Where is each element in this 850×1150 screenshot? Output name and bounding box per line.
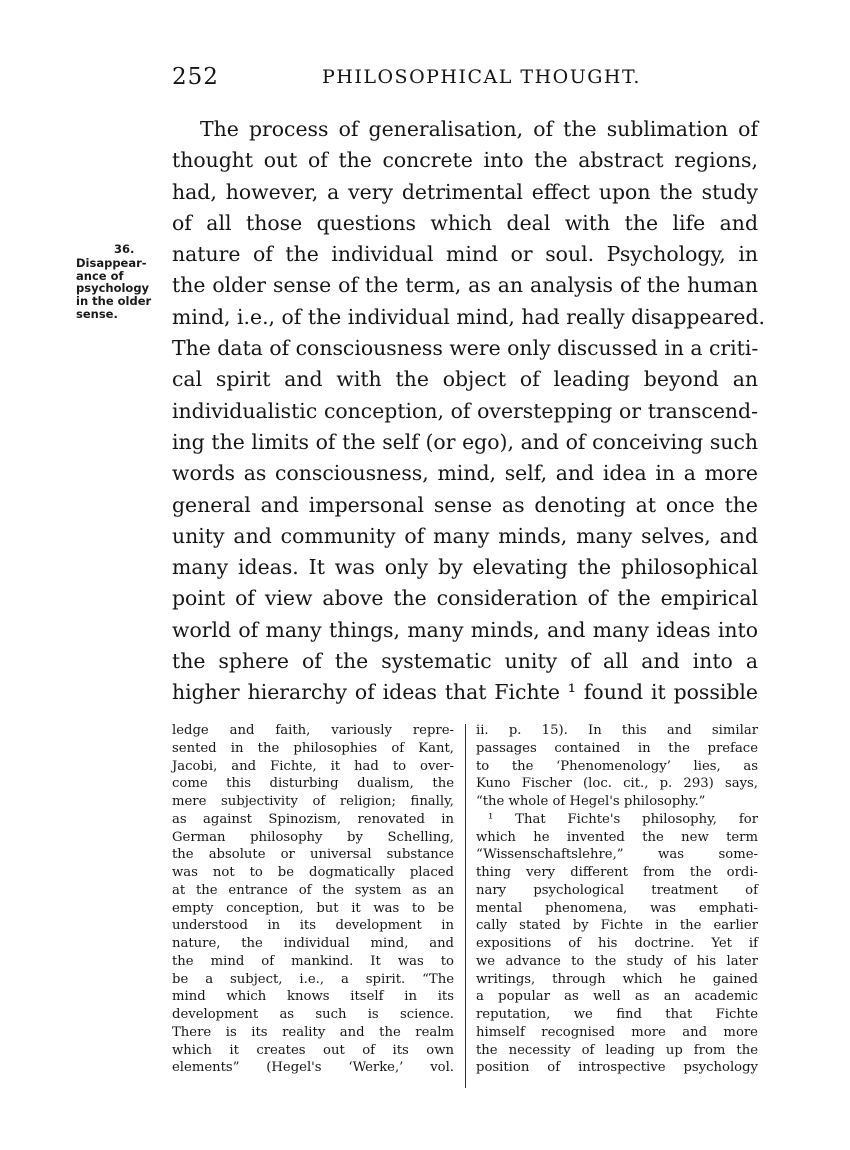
footnote-line: as against Spinozism, renovated in: [172, 811, 454, 827]
footnote-line: we advance to the study of his later: [476, 953, 758, 969]
footnote-line: Jacobi, and Fichte, it had to over-: [172, 758, 454, 774]
footnote-line: “the whole of Hegel's philosophy.”: [476, 794, 706, 809]
body-line: of all those questions which deal with the life and: [172, 210, 758, 235]
footnote-line: cally stated by Fichte in the earlier: [476, 918, 758, 934]
footnote-line: German philosophy by Schelling,: [172, 829, 454, 845]
body-line: thought out of the concrete into the abstract regions,: [172, 148, 758, 173]
page-number: 252: [172, 64, 219, 90]
marginal-note-line: psychology: [76, 281, 150, 296]
footnote-line: come this disturbing dualism, the: [172, 776, 454, 792]
page-header: [172, 60, 758, 100]
footnote-line: expositions of his doctrine. Yet if: [476, 936, 758, 951]
footnote-line: to the ‘Phenomenology’ lies, as: [476, 758, 758, 774]
footnote-line: at the entrance of the system as an: [172, 882, 454, 898]
footnote-line: ii. p. 15). In this and similar: [476, 723, 758, 738]
body-line: The data of consciousness were only discussed in a criti-: [172, 336, 759, 361]
body-line: individualistic conception, of overstepping or transcend-: [172, 398, 758, 423]
body-line: The process of generalisation, of the sublimation of: [200, 117, 758, 141]
footnote-line: sented in the philosophies of Kant,: [172, 740, 454, 756]
footnote-line: be a subject, i.e., a spirit. “The: [172, 971, 454, 987]
body-line: many ideas. It was only by elevating the philosophical: [172, 555, 758, 580]
footnotes: [172, 722, 758, 1092]
body-text: [172, 114, 766, 709]
footnote-line: the necessity of leading up from the: [476, 1042, 758, 1058]
footnote-column-right: [476, 722, 758, 1077]
body-line: the older sense of the term, as an analysis of the human: [172, 273, 758, 298]
footnote-line: ¹ That Fichte's philosophy, for: [488, 811, 758, 827]
footnote-line: “Wissenschaftslehre,” was some-: [476, 847, 758, 863]
marginal-note: [76, 243, 172, 321]
marginal-note-line: Disappear-: [76, 255, 147, 270]
footnote-line: mind which knows itself in its: [172, 989, 454, 1005]
footnote-line: empty conception, but it was to be: [172, 900, 454, 916]
marginal-note-number: 36.: [114, 242, 135, 256]
footnote-line: which it creates out of its own: [172, 1042, 454, 1058]
footnote-line: mere subjectivity of religion; finally,: [172, 794, 454, 809]
footnote-line: the mind of mankind. It was to: [172, 953, 454, 969]
footnote-line: understood in its development in: [172, 918, 454, 934]
running-title: PHILOSOPHICAL THOUGHT.: [322, 66, 641, 88]
body-line: general and impersonal sense as denoting at once the: [172, 492, 758, 517]
body-line: had, however, a very detrimental effect upon the study: [172, 179, 758, 204]
body-line: mind, i.e., of the individual mind, had really disappeared.: [172, 304, 766, 329]
body-line: words as consciousness, mind, self, and idea in a more: [172, 461, 758, 486]
marginal-note-line: in the older: [76, 294, 152, 309]
body-line: unity and community of many minds, many selves, and: [172, 523, 758, 548]
footnote-line: writings, through which he gained: [476, 971, 758, 987]
body-line: higher hierarchy of ideas that Fichte ¹ found it possible: [172, 680, 758, 705]
body-line: the sphere of the systematic unity of all and into a: [172, 649, 758, 674]
body-line: nature of the individual mind or soul. Psychology, in: [172, 242, 758, 267]
footnote-column-divider: [465, 724, 466, 1088]
footnote-line: mental phenomena, was emphati-: [476, 900, 758, 916]
footnote-line: which he invented the new term: [476, 829, 758, 845]
marginal-note-line: ance of: [76, 268, 124, 283]
footnote-line: himself recognised more and more: [476, 1024, 758, 1040]
body-line: cal spirit and with the object of leading beyond an: [172, 367, 758, 392]
footnote-line: thing very different from the ordi-: [476, 865, 758, 880]
footnote-column-left: [172, 722, 454, 1077]
footnote-line: elements” (Hegel's ‘Werke,’ vol.: [172, 1060, 454, 1076]
footnote-line: development as such is science.: [172, 1007, 454, 1022]
footnote-line: a popular as well as an academic: [476, 989, 758, 1005]
footnote-line: ledge and faith, variously repre-: [172, 723, 454, 738]
body-line: ing the limits of the self (or ego), and of conceiving such: [172, 429, 758, 454]
footnote-line: passages contained in the preface: [476, 740, 758, 756]
footnote-line: was not to be dogmatically placed: [172, 865, 454, 880]
footnote-line: the absolute or universal substance: [172, 847, 454, 863]
footnote-line: Kuno Fischer (loc. cit., p. 293) says,: [476, 776, 758, 792]
footnote-line: There is its reality and the realm: [172, 1024, 454, 1040]
footnote-line: nary psychological treatment of: [476, 882, 758, 898]
footnote-line: position of introspective psychology: [476, 1060, 758, 1076]
body-line: world of many things, many minds, and many ideas into: [172, 617, 758, 642]
footnote-line: reputation, we find that Fichte: [476, 1007, 758, 1022]
footnote-line: nature, the individual mind, and: [172, 936, 454, 951]
body-line: point of view above the consideration of the empirical: [172, 586, 758, 611]
marginal-note-line: sense.: [76, 306, 118, 321]
